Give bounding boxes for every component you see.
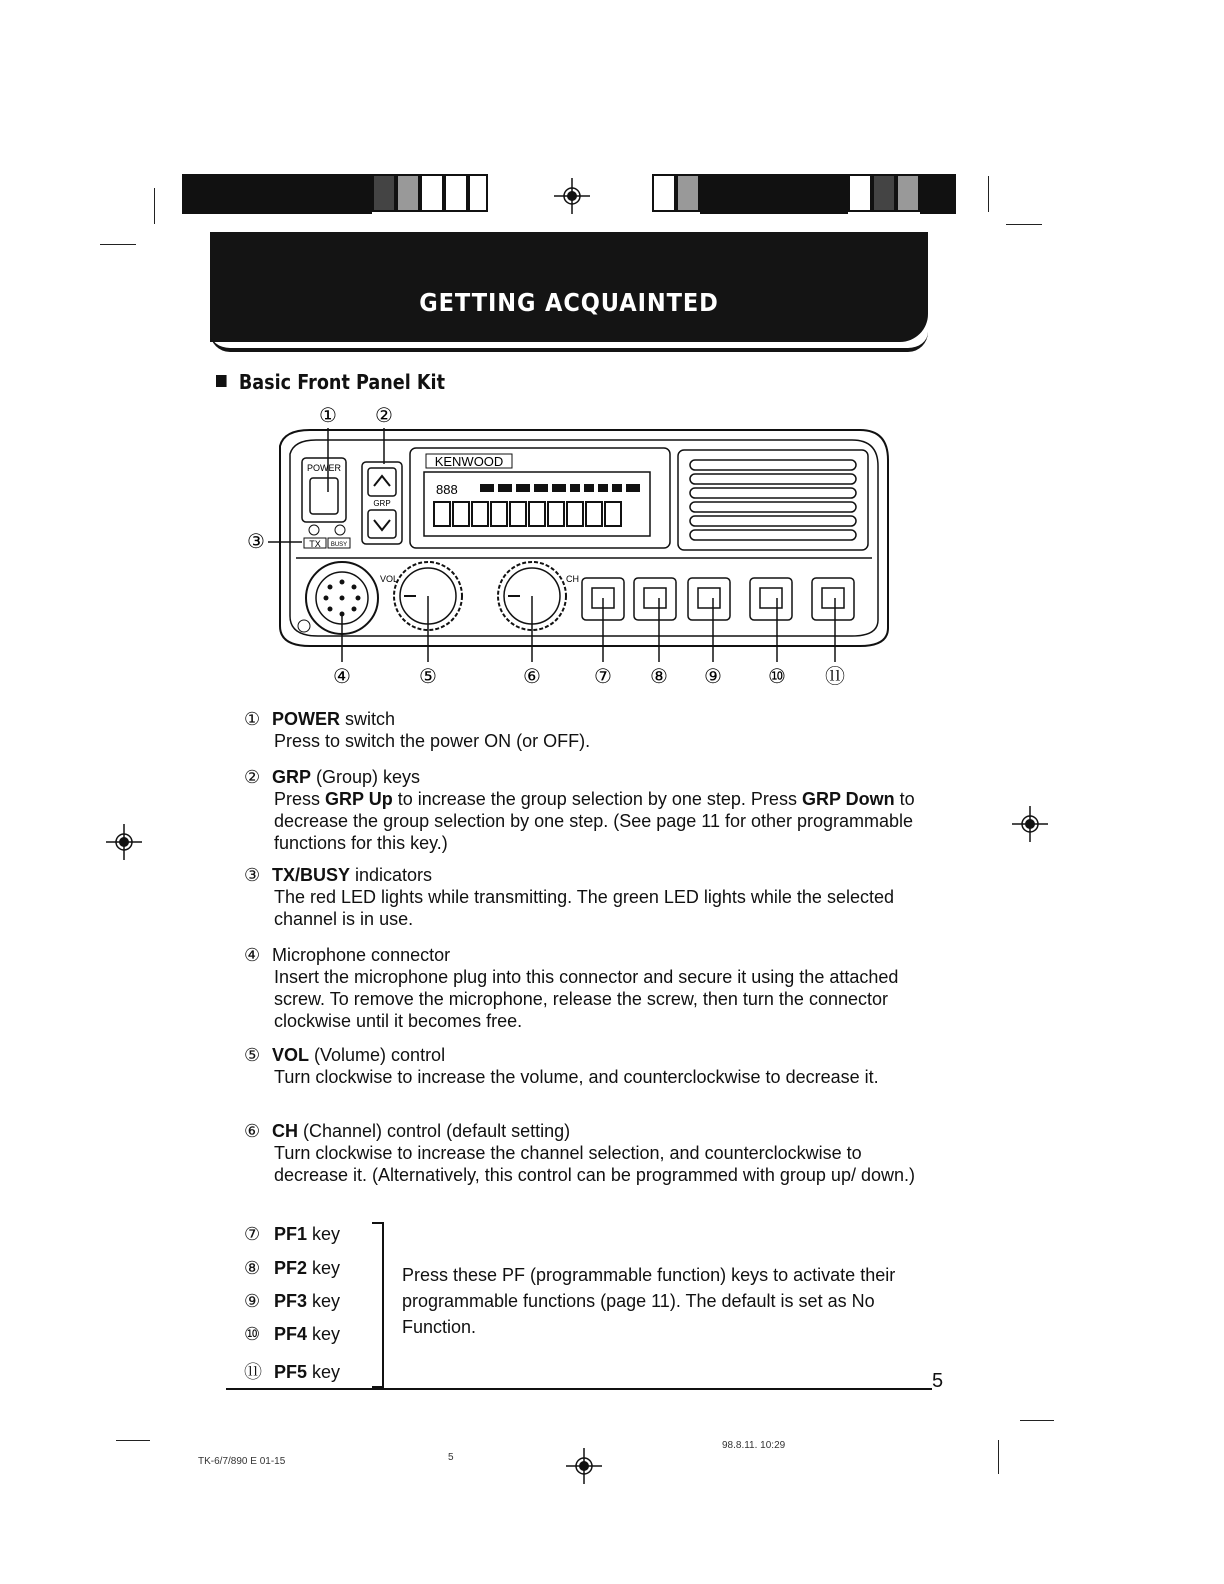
crosshair-icon [554,178,590,214]
crop-mark [154,188,155,224]
section-heading [216,370,445,394]
pf4-key-item: ⑩ PF4 key [244,1324,341,1344]
item-tx-busy: ③ TX/BUSY indicators The red LED lights while transmitting. The green LED lights while the selected channel is in use. [244,865,894,929]
svg-text:TX: TX [309,539,321,549]
crop-mark [1020,1420,1054,1421]
crop-mark [100,244,136,245]
crop-mark [1006,224,1042,225]
pf-description: Press these PF (programmable function) keys to activate their programmable functions (page 11). The default is set as No Function. [402,1265,896,1337]
registration-box [444,174,468,212]
callout-6: ⑥ [523,666,541,688]
item-vol: ⑤ VOL (Volume) control Turn clockwise to increase the volume, and counterclockwise to decrease it. [244,1045,879,1087]
power-button-drawing [310,478,338,514]
footer-timestamp: 98.8.11. 10:29 [722,1440,786,1451]
page-rule [226,1388,932,1390]
callout-1: ① [319,405,337,427]
callout-2: ② [375,405,393,427]
svg-text:POWER: POWER [306,463,342,473]
item-microphone: ④ Microphone connector Insert the microphone plug into this connector and secure it using the attached screw. To remove the microphone, release the screw, then turn the connector clockwise until it becomes free. [244,945,899,1031]
footer-doc-code: TK-6/7/890 E 01-15 [198,1456,286,1467]
crosshair-icon [1012,806,1048,842]
registration-box [372,174,396,212]
registration-bar-right [700,174,848,214]
svg-text:GRP: GRP [373,499,391,508]
footer-page: 5 [448,1452,454,1463]
crop-mark [116,1440,150,1441]
pf1-key-item: ⑦ PF1 key [244,1224,341,1244]
pf5-key-item: ⑪ PF5 key [244,1362,341,1382]
registration-box [872,174,896,212]
section-heading-text: Basic Front Panel Kit [238,370,445,394]
callout-10: ⑩ [768,666,786,688]
registration-bar-left [182,174,372,214]
crop-mark [988,176,989,212]
registration-box [652,174,676,212]
crosshair-icon [106,824,142,860]
item-ch: ⑥ CH (Channel) control (default setting) Turn clockwise to increase the channel selection, and counterclockwise to decrease it. (Alternatively, this control can be programmed with group up/ down.) [244,1121,915,1185]
pf-bracket [372,1222,384,1388]
svg-text:888: 888 [436,482,458,497]
callout-11: ⑪ [825,666,845,688]
crop-mark [998,1440,999,1474]
callout-7: ⑦ [594,666,612,688]
registration-box [396,174,420,212]
registration-box [420,174,444,212]
registration-box [848,174,872,212]
page-number: 5 [932,1370,944,1392]
registration-box [676,174,700,212]
callout-9: ⑨ [704,666,722,688]
callout-4: ④ [333,666,351,688]
front-panel-figure [240,400,900,700]
callout-8: ⑧ [650,666,668,688]
registration-box [896,174,920,212]
title-banner [210,232,928,342]
svg-text:BUSY: BUSY [330,542,348,548]
crosshair-icon [566,1448,602,1484]
callout-3: ③ [247,531,265,553]
registration-bar-end [920,174,956,214]
item-grp: ② GRP (Group) keys Press GRP Up to increase the group selection by one step. Press GRP Down to decrease the group selection by one step. (See page 11 for other programmable functions for this key.) [244,767,915,853]
pf3-key-item: ⑨ PF3 key [244,1291,341,1311]
item-power: ① POWER switch Press to switch the power ON (or OFF). [244,709,591,751]
page-title: GETTING ACQUAINTED [419,288,719,317]
registration-box [468,174,488,212]
svg-text:CH: CH [566,574,579,584]
pf2-key-item: ⑧ PF2 key [244,1258,341,1278]
callout-5: ⑤ [419,666,437,688]
svg-text:VOL: VOL [380,574,399,584]
svg-text:KENWOOD: KENWOOD [434,454,504,469]
